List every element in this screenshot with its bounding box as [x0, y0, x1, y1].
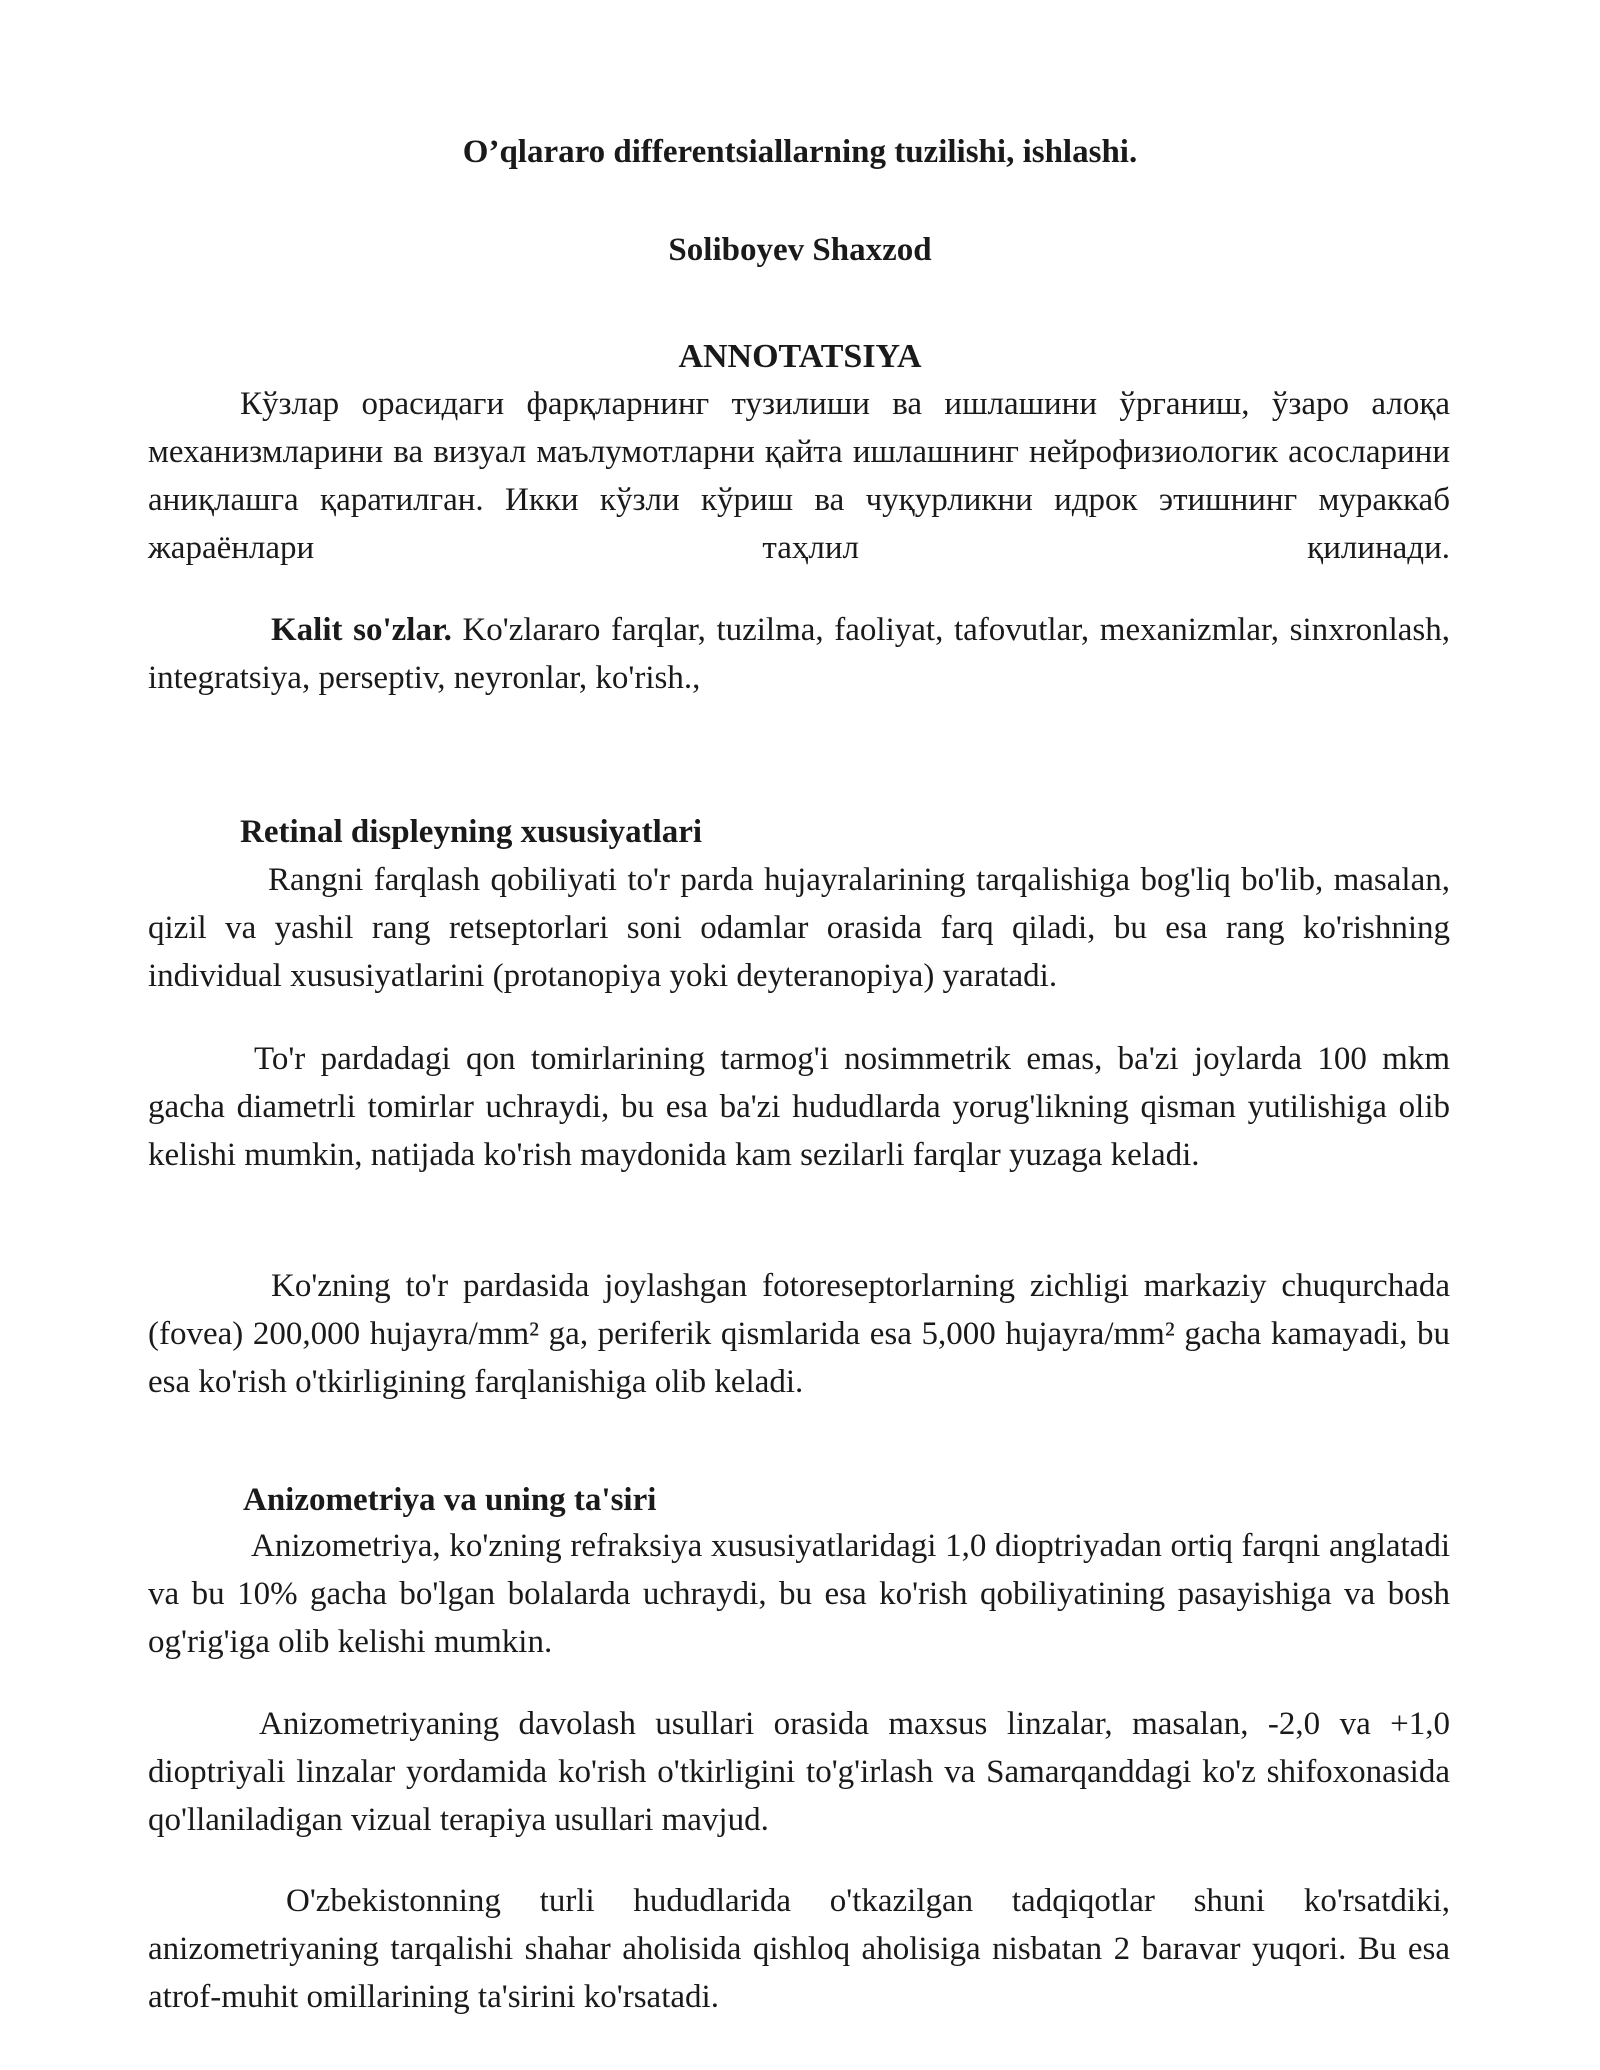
keywords-label: Kalit so'zlar.: [271, 612, 452, 648]
section1-paragraph-1-block: [148, 856, 1450, 1000]
section2-paragraph-2-block: [148, 1700, 1450, 1844]
document-title: O’qlararo differentsiallarning tuzilishi, ishlashi.: [462, 134, 1138, 170]
annotation-block: [148, 380, 1450, 572]
section2-paragraph-1-block: [148, 1522, 1450, 1666]
keywords-paragraph: [148, 606, 1450, 702]
section2-paragraph: Anizometriya, ko'zning refraksiya xususiyatlaridagi 1,0 dioptriyadan ortiq farqni anglatadi va bu 10% gacha bo'lgan bolalarda uchraydi, bu esa ko'rish qobiliyatining pasayishiga va bosh og'rig'iga olib kelishi mumkin.: [148, 1528, 1450, 1660]
section2-paragraph: O'zbekistonning turli hududlarida o'tkazilgan tadqiqotlar shuni ko'rsatdiki, anizometriyaning tarqalishi shahar aholisida qishloq aholisiga nisbatan 2 baravar yuqori. Bu esa atrof-muhit omillarining ta'sirini ko'rsatadi.: [148, 1883, 1450, 2015]
annotation-heading: ANNOTATSIYA: [678, 338, 922, 375]
section1-paragraph-2-block: [148, 1035, 1450, 1179]
keywords-text: Ko'zlararo farqlar, tuzilma, faoliyat, tafovutlar, mexanizmlar, sinxronlash, integratsiya, perseptiv, neyronlar, ko'rish.,: [148, 612, 1451, 696]
section-heading-retinal: Retinal displeyning xususiyatlari: [240, 814, 703, 850]
section2-paragraph: Anizometriyaning davolash usullari orasida maxsus linzalar, masalan, -2,0 va +1,0 dioptriyali linzalar yordamida ko'rish o'tkirligini to'g'irlash va Samarqanddagi ko'z shifoxonasida qo'llaniladigan vizual terapiya usullari mavjud.: [148, 1706, 1450, 1838]
section1-paragraph: Rangni farqlash qobiliyati to'r parda hujayralarining tarqalishiga bog'liq bo'lib, masalan, qizil va yashil rang retseptorlari soni odamlar orasida farq qiladi, bu esa rang ko'rishning individual xususiyatlarini (protanopiya yoki deyteranopiya) yaratadi.: [148, 862, 1450, 994]
section1-paragraph: Ko'zning to'r pardasida joylashgan fotoreseptorlarning zichligi markaziy chuqurchada (fovea) 200,000 hujayra/mm² ga, periferik qismlarida esa 5,000 hujayra/mm² gacha kamayadi, bu esa ko'rish o'tkirligining farqlanishiga olib keladi.: [148, 1268, 1450, 1400]
section1-paragraph-3-block: [148, 1262, 1450, 1406]
annotation-paragraph: Кўзлар орасидаги фарқларнинг тузилиши ва ишлашини ўрганиш, ўзаро алоқа механизмларини ва визуал маълумотларни қайта ишлашнинг нейрофизиологик асосларини аниқлашга қаратилган. Икки кўзли кўриш ва чуқурликни идрок этишнинг мураккаб жараёнлари таҳлил қилинади.: [148, 386, 1450, 566]
section1-paragraph: To'r pardadagi qon tomirlarining tarmog'i nosimmetrik emas, ba'zi joylarda 100 mkm gacha diametrli tomirlar uchraydi, bu esa ba'zi hududlarda yorug'likning qisman yutilishiga olib kelishi mumkin, natijada ko'rish maydonida kam sezilarli farqlar yuzaga keladi.: [148, 1041, 1450, 1173]
author-name: Soliboyev Shaxzod: [668, 232, 932, 268]
keywords-block: [148, 606, 1450, 702]
section2-paragraph-3-block: [148, 1877, 1450, 2021]
section-heading-anizometriya: Anizometriya va uning ta'siri: [243, 1482, 657, 1518]
